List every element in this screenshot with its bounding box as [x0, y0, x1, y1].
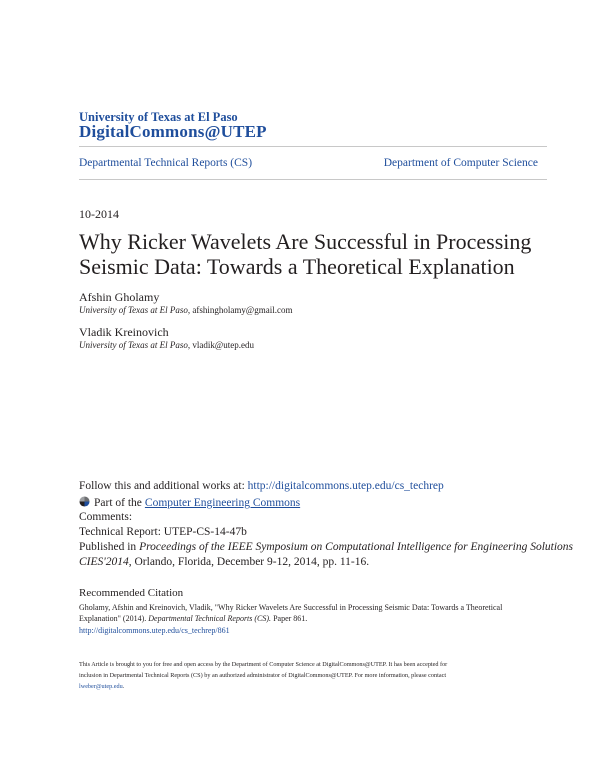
- divider-bottom: [79, 179, 547, 180]
- paper-title: [79, 229, 559, 279]
- author-affiliation: [79, 340, 254, 350]
- published-in-line-2: [79, 556, 369, 568]
- technical-report-number: Technical Report: UTEP-CS-14-47b: [79, 526, 247, 538]
- author-email: , vladik@utep.edu: [187, 340, 254, 350]
- footer-line-2: inclusion in Departmental Technical Reports (CS) by an authorized administrator of DigitalCommons@UTEP. For more information, please contact: [79, 672, 447, 679]
- part-of-label: Part of the: [94, 497, 142, 509]
- author-affiliation: [79, 305, 292, 315]
- footer-line-1: This Article is brought to you for free and open access by the Department of Computer Science at DigitalCommons@UTEP. It has been accepted for: [79, 661, 448, 668]
- follow-line: [79, 480, 444, 492]
- divider-top: [79, 146, 547, 147]
- follow-url-link[interactable]: http://digitalcommons.utep.edu/cs_techrep: [247, 480, 444, 492]
- author-email: , afshingholamy@gmail.com: [187, 305, 293, 315]
- published-in-line: [79, 541, 573, 553]
- repository-name[interactable]: DigitalCommons@UTEP: [79, 122, 267, 141]
- computer-engineering-commons-link[interactable]: Computer Engineering Commons: [144, 497, 301, 509]
- title-line-2: Seismic Data: Towards a Theoretical Explanation: [79, 254, 515, 279]
- published-venue: Proceedings of the IEEE Symposium on Computational Intelligence for Engineering Solutions: [139, 541, 574, 553]
- nav-link-department[interactable]: Department of Computer Science: [383, 157, 538, 169]
- citation-part-c: Paper 861.: [271, 614, 308, 623]
- part-of-line: [79, 496, 300, 510]
- footer-period: .: [122, 683, 125, 690]
- citation-url-link[interactable]: http://digitalcommons.utep.edu/cs_techrep/861: [79, 626, 230, 635]
- venue-details: , Orlando, Florida, December 9-12, 2014, pp. 11-16.: [128, 556, 370, 568]
- citation-part-a: Explanation" (2014).: [79, 614, 149, 623]
- footer-line-3: [79, 683, 124, 690]
- published-prefix: Published in: [79, 541, 140, 553]
- citation-line-1: Gholamy, Afshin and Kreinovich, Vladik, "Why Ricker Wavelets Are Successful in Processing Seismic Data: Towards a Theoretical: [79, 603, 503, 612]
- contact-email-link[interactable]: lweber@utep.edu: [79, 683, 123, 690]
- publication-date: 10-2014: [79, 207, 119, 221]
- recommended-citation-heading: Recommended Citation: [79, 587, 184, 599]
- affiliation-text: University of Texas at El Paso: [79, 340, 188, 350]
- commons-network-icon: [79, 496, 94, 510]
- citation-line-2: [79, 614, 307, 623]
- university-name[interactable]: University of Texas at El Paso: [79, 110, 238, 124]
- comments-label: Comments:: [79, 511, 133, 523]
- author-name: Vladik Kreinovich: [79, 325, 169, 339]
- venue-abbreviation: CIES'2014: [79, 556, 129, 568]
- citation-series: Departmental Technical Reports (CS).: [148, 614, 272, 623]
- author-name: Afshin Gholamy: [79, 290, 160, 304]
- nav-link-tech-reports[interactable]: Departmental Technical Reports (CS): [79, 157, 253, 169]
- affiliation-text: University of Texas at El Paso: [79, 305, 188, 315]
- title-line-1: Why Ricker Wavelets Are Successful in Processing: [79, 229, 532, 254]
- follow-label: Follow this and additional works at:: [79, 480, 248, 492]
